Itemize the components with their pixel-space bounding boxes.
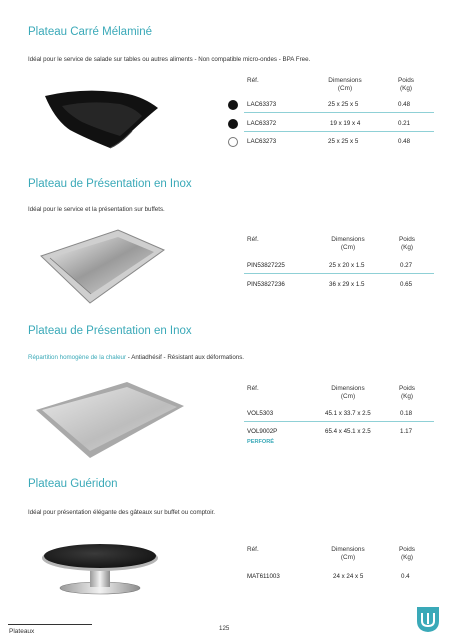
section-4-title: Plateau Guéridon (28, 478, 118, 490)
section-3-title: Plateau de Présentation en Inox (28, 325, 192, 337)
aluminium-baking-tray-icon (32, 380, 187, 460)
section-1-header-weight: Poids (Kg) (398, 77, 414, 92)
product-image-baking-tray (32, 380, 187, 465)
section-2-header-ref: Réf. (247, 236, 259, 243)
section-4-description: Idéal pour présentation élégante des gâteaux sur buffet ou comptoir. (28, 509, 216, 516)
section-3-description: Répartition homogène de la chaleur - Antiadhésif - Résistant aux déformations. (28, 354, 245, 361)
section-2-header-dimensions: Dimensions (Cm) (331, 236, 365, 251)
stainless-steel-tray-icon (38, 228, 168, 308)
perforated-badge: PERFORÉ (247, 439, 275, 445)
page-number: 125 (219, 625, 230, 632)
product-image-melamine-tray (40, 86, 165, 156)
table-row: MAT611003 24 x 24 x 5 0.4 (247, 573, 410, 580)
section-2-header-weight: Poids (Kg) (399, 236, 415, 251)
section-3-header-weight: Poids (Kg) (399, 385, 415, 400)
brand-logo (415, 605, 441, 638)
color-swatch-black (228, 119, 238, 129)
table-row: LAC63273 25 x 25 x 5 0.48 (247, 138, 411, 145)
brand-logo-icon (415, 605, 441, 633)
section-3-header-dimensions: Dimensions (Cm) (331, 385, 365, 400)
product-image-inox-tray (38, 228, 168, 313)
section-1-description: Idéal pour le service de salade sur tables ou autres aliments - Non compatible micro-ondes - BPA Free. (28, 56, 311, 63)
table-row: LAC63373 25 x 25 x 5 0.48 (247, 101, 411, 108)
section-2-title: Plateau de Présentation en Inox (28, 178, 192, 190)
section-3-header-ref: Réf. (247, 385, 259, 392)
color-swatch-black (228, 100, 238, 110)
black-square-melamine-tray-icon (40, 86, 165, 151)
section-1-header-dimensions: Dimensions (Cm) (328, 77, 362, 92)
section-4-header-weight: Poids (Kg) (399, 546, 415, 561)
footer-category: Plateaux (9, 628, 35, 635)
cake-stand-gueridon-icon (38, 536, 163, 596)
table-row: VOL5303 45.1 x 33.7 x 2.5 0.18 (247, 410, 413, 417)
product-image-cake-stand (38, 536, 163, 601)
section-2-description: Idéal pour le service et la présentation sur buffets. (28, 206, 165, 213)
row-divider (244, 112, 434, 113)
table-row: VOL9002P 65.4 x 45.1 x 2.5 1.17 (247, 428, 413, 435)
section-1-title: Plateau Carré Mélaminé (28, 26, 153, 38)
table-row: LAC63372 19 x 19 x 4 0.21 (247, 120, 411, 127)
table-row: PIN53827236 36 x 29 x 1.5 0.65 (247, 281, 413, 288)
section-4-header-ref: Réf. (247, 546, 259, 553)
section-4-header-dimensions: Dimensions (Cm) (331, 546, 365, 561)
row-divider (244, 273, 434, 274)
color-swatch-white (228, 137, 238, 147)
section-1-header-ref: Réf. (247, 77, 259, 84)
row-divider (244, 131, 434, 132)
table-row: PIN53827225 25 x 20 x 1.5 0.27 (247, 262, 413, 269)
footer-rule (8, 624, 92, 625)
row-divider (244, 421, 434, 422)
